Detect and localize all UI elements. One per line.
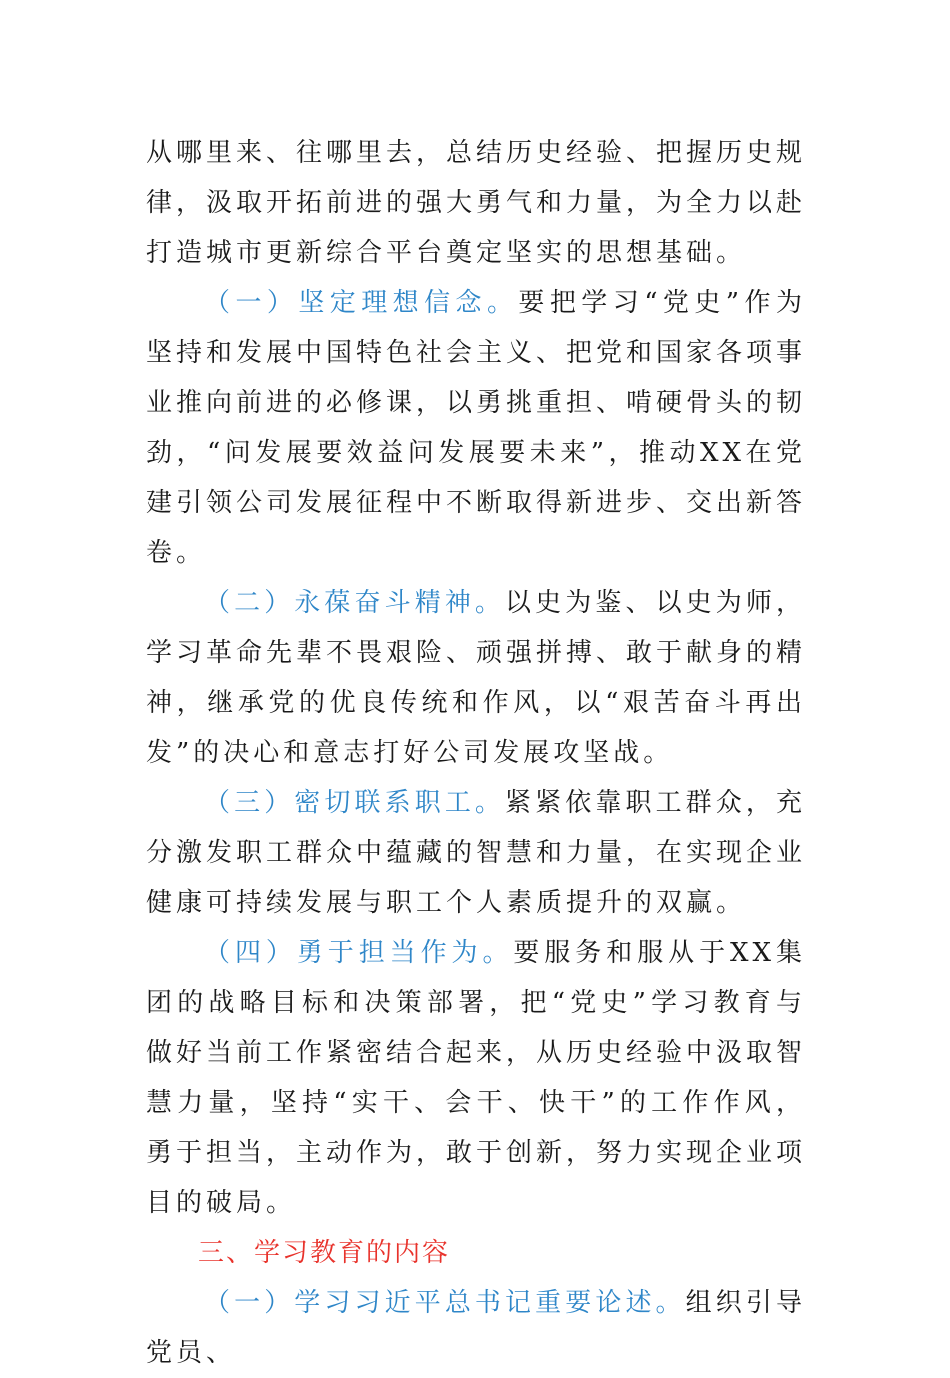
subheading: （一）学习习近平总书记重要论述。 xyxy=(204,1288,686,1318)
subheading: （二）永葆奋斗精神。 xyxy=(204,588,506,618)
subheading: （三）密切联系职工。 xyxy=(204,788,506,818)
paragraph-body: 紧紧依靠职工群众，充分激发职工群众中蕴藏的智慧和力量，在实现企业健康可持续发展与职工个人素质提升的双赢。 xyxy=(146,788,807,918)
paragraph-struggle xyxy=(146,578,806,778)
paragraph-body: 以史为鉴、以史为师，学习革命先辈不畏艰险、顽强拼搏、敢于献身的精神，继承党的优良传统和作风，以“艰苦奋斗再出发”的决心和意志打好公司发展攻坚战。 xyxy=(146,588,807,768)
paragraph-responsibility xyxy=(146,928,806,1228)
paragraph-ideals xyxy=(146,278,806,578)
paragraph-body: 从哪里来、往哪里去，总结历史经验、把握历史规律，汲取开拓前进的强大勇气和力量，为全力以赴打造城市更新综合平台奠定坚实的思想基础。 xyxy=(146,138,807,268)
subheading: （一）坚定理想信念。 xyxy=(204,288,519,318)
paragraph-workers xyxy=(146,778,806,928)
paragraph-body: 组织引导党员、 xyxy=(146,1288,806,1368)
document-body xyxy=(146,128,806,1378)
paragraph-body: 要把学习“党史”作为坚持和发展中国特色社会主义、把党和国家各项事业推向前进的必修课，以勇挑重担、啃硬骨头的韧劲，“问发展要效益问发展要未来”，推动XX在党建引领公司发展征程中不断取得新进步、交出新答卷。 xyxy=(146,288,807,568)
section-heading: 三、学习教育的内容 xyxy=(198,1238,451,1268)
paragraph-study xyxy=(146,1278,806,1378)
paragraph-body: 要服务和服从于XX集团的战略目标和决策部署，把“党史”学习教育与做好当前工作紧密结合起来，从历史经验中汲取智慧力量，坚持“实干、会干、快干”的工作作风，勇于担当，主动作为，敢于创新，努力实现企业项目的破局。 xyxy=(146,938,807,1218)
paragraph-continuation xyxy=(146,128,806,278)
subheading: （四）勇于担当作为。 xyxy=(204,938,514,968)
